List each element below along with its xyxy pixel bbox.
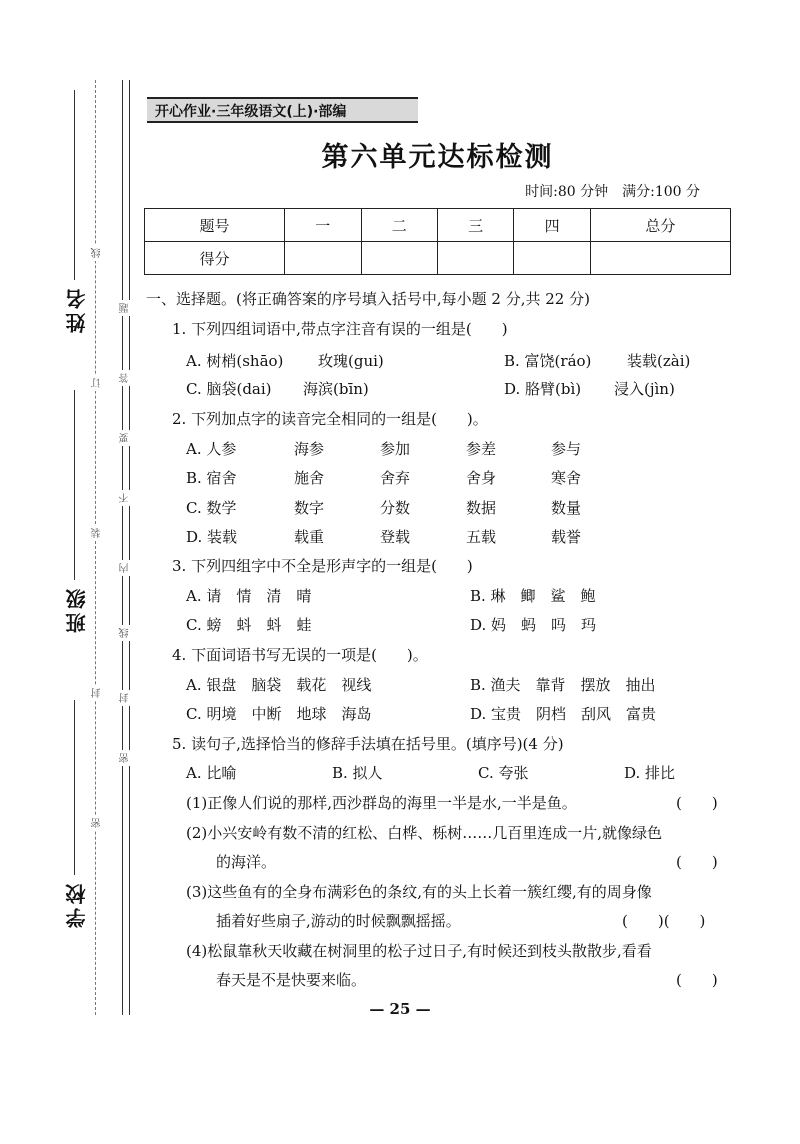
q2-row-d-2: 载重 <box>294 528 325 546</box>
answer-blank[interactable]: ( ) <box>676 971 718 989</box>
fold-line <box>95 80 96 1015</box>
question-5-stem: 5. 读句子,选择恰当的修辞手法填在括号里。(填序号)(4 分) <box>172 735 564 753</box>
q1-option-b2: 装载(zài) <box>627 352 691 370</box>
q1-option-d2: 浸入(jìn) <box>614 380 675 398</box>
q4-option-c: C. 明境 中断 地球 海岛 <box>186 705 372 723</box>
q1-option-d1: D. 胳臂(bì) <box>504 380 582 398</box>
q3-option-d: D. 妈 蚂 吗 玛 <box>470 616 597 634</box>
q2-row-a-1: A. 人参 <box>186 440 237 458</box>
q2-row-b-2: 施舍 <box>294 469 325 487</box>
seal-char: 答 <box>118 370 133 386</box>
q5-option-b: B. 拟人 <box>332 764 383 782</box>
school-label: 学校 <box>65 880 89 928</box>
q5-option-d: D. 排比 <box>624 764 676 782</box>
question-1-stem: 1. 下列四组词语中,带点字注音有误的一组是( ) <box>172 320 508 338</box>
q2-row-c-1: C. 数学 <box>186 499 237 517</box>
seal-line-inner <box>129 80 130 1015</box>
q2-row-c-2: 数字 <box>294 499 325 517</box>
q5-sentence-4a: (4)松鼠靠秋天收藏在树洞里的松子过日子,有时候还到枝头散散步,看看 <box>186 942 652 960</box>
table-row <box>145 209 731 242</box>
outer-char: 装 <box>90 525 105 541</box>
q3-option-b: B. 琳 鲫 鲨 鲍 <box>470 587 596 605</box>
q1-option-c2: 海滨(bīn) <box>303 380 369 398</box>
q4-option-d: D. 宝贵 阴档 刮风 富贵 <box>470 705 657 723</box>
table-cell: 四 <box>514 209 590 242</box>
q5-sentence-2a: (2)小兴安岭有数不清的红松、白桦、栎树……几百里连成一片,就像绿色 <box>186 824 663 842</box>
seal-char: 题 <box>118 300 133 316</box>
q1-option-b1: B. 富饶(ráo) <box>504 352 592 370</box>
q2-row-a-4: 参差 <box>466 440 497 458</box>
q1-option-c1: C. 脑袋(dai) <box>186 380 272 398</box>
score-input-cell[interactable] <box>590 242 730 275</box>
q5-sentence-1: (1)正像人们说的那样,西沙群岛的海里一半是水,一半是鱼。 <box>186 794 577 812</box>
seal-char: 要 <box>118 430 133 446</box>
q3-option-a: A. 请 情 清 晴 <box>186 587 312 605</box>
table-row <box>145 242 731 275</box>
series-badge: 开心作业·三年级语文(上)·部编 <box>147 97 418 123</box>
page-number: — 25 — <box>369 1000 431 1018</box>
q3-option-c: C. 螃 蚪 蚪 蛙 <box>186 616 312 634</box>
answer-blank[interactable]: ( ) <box>676 794 718 812</box>
q5-sentence-3b: 插着好些扇子,游动的时候飘飘摇摇。 <box>216 912 461 930</box>
q2-row-b-4: 舍身 <box>466 469 497 487</box>
q2-row-b-3: 舍弃 <box>380 469 411 487</box>
table-cell: 总分 <box>590 209 730 242</box>
q2-row-c-3: 分数 <box>380 499 411 517</box>
q5-sentence-4b: 春天是不是快要来临。 <box>216 971 367 989</box>
q1-option-a2: 玫瑰(gui) <box>318 352 384 370</box>
q5-option-c: C. 夸张 <box>478 764 529 782</box>
school-blank <box>74 700 75 875</box>
q5-sentence-3a: (3)这些鱼有的全身布满彩色的条纹,有的头上长着一簇红缨,有的周身像 <box>186 883 652 901</box>
question-2-stem: 2. 下列加点字的读音完全相同的一组是( )。 <box>172 410 488 428</box>
q2-row-a-3: 参加 <box>380 440 411 458</box>
table-cell: 题号 <box>145 209 285 242</box>
seal-char: 封 <box>118 690 133 706</box>
seal-char: 内 <box>118 560 133 576</box>
q2-row-d-1: D. 装载 <box>186 528 238 546</box>
binding-margin <box>0 0 140 1144</box>
score-input-cell[interactable] <box>437 242 513 275</box>
q5-option-a: A. 比喻 <box>186 764 237 782</box>
answer-blank[interactable]: ( ) <box>676 853 718 871</box>
q2-row-b-5: 寒舍 <box>551 469 582 487</box>
answer-blank-double[interactable]: ( )( ) <box>622 912 706 930</box>
q2-row-c-4: 数据 <box>466 499 497 517</box>
page-title: 第六单元达标检测 <box>321 142 554 173</box>
question-3-stem: 3. 下列四组字中不全是形声字的一组是( ) <box>172 557 473 575</box>
score-input-cell[interactable] <box>285 242 361 275</box>
time-score-info: 时间:80 分钟 满分:100 分 <box>525 184 700 200</box>
section-heading: 一、选择题。(将正确答案的序号填入括号中,每小题 2 分,共 22 分) <box>146 290 590 308</box>
question-4-stem: 4. 下面词语书写无误的一项是( )。 <box>172 646 428 664</box>
name-blank <box>74 90 75 280</box>
score-input-cell[interactable] <box>514 242 590 275</box>
q1-option-a1: A. 树梢(shāo) <box>186 352 284 370</box>
seal-char: 密 <box>118 750 133 766</box>
outer-char: 订 <box>90 375 105 391</box>
table-cell: 得分 <box>145 242 285 275</box>
outer-char: 封 <box>90 685 105 701</box>
table-cell: 一 <box>285 209 361 242</box>
q2-row-c-5: 数量 <box>551 499 582 517</box>
class-blank <box>74 390 75 580</box>
q2-row-d-3: 登载 <box>380 528 411 546</box>
outer-char: 密 <box>90 815 105 831</box>
q2-row-d-4: 五载 <box>466 528 497 546</box>
score-table <box>144 208 731 275</box>
seal-char: 线 <box>118 625 133 641</box>
score-input-cell[interactable] <box>361 242 437 275</box>
table-cell: 二 <box>361 209 437 242</box>
name-label: 姓名 <box>65 285 89 333</box>
q5-sentence-2b: 的海洋。 <box>216 853 277 871</box>
class-label: 班级 <box>65 585 89 633</box>
q2-row-d-5: 载誉 <box>551 528 582 546</box>
table-cell: 三 <box>437 209 513 242</box>
seal-line <box>122 80 123 1015</box>
q4-option-a: A. 银盘 脑袋 载花 视线 <box>186 676 372 694</box>
q4-option-b: B. 渔夫 靠背 摆放 抽出 <box>470 676 656 694</box>
q2-row-a-5: 参与 <box>551 440 582 458</box>
q2-row-b-1: B. 宿舍 <box>186 469 237 487</box>
outer-char: 线 <box>90 245 105 261</box>
q2-row-a-2: 海参 <box>294 440 325 458</box>
seal-char: 不 <box>118 490 133 506</box>
